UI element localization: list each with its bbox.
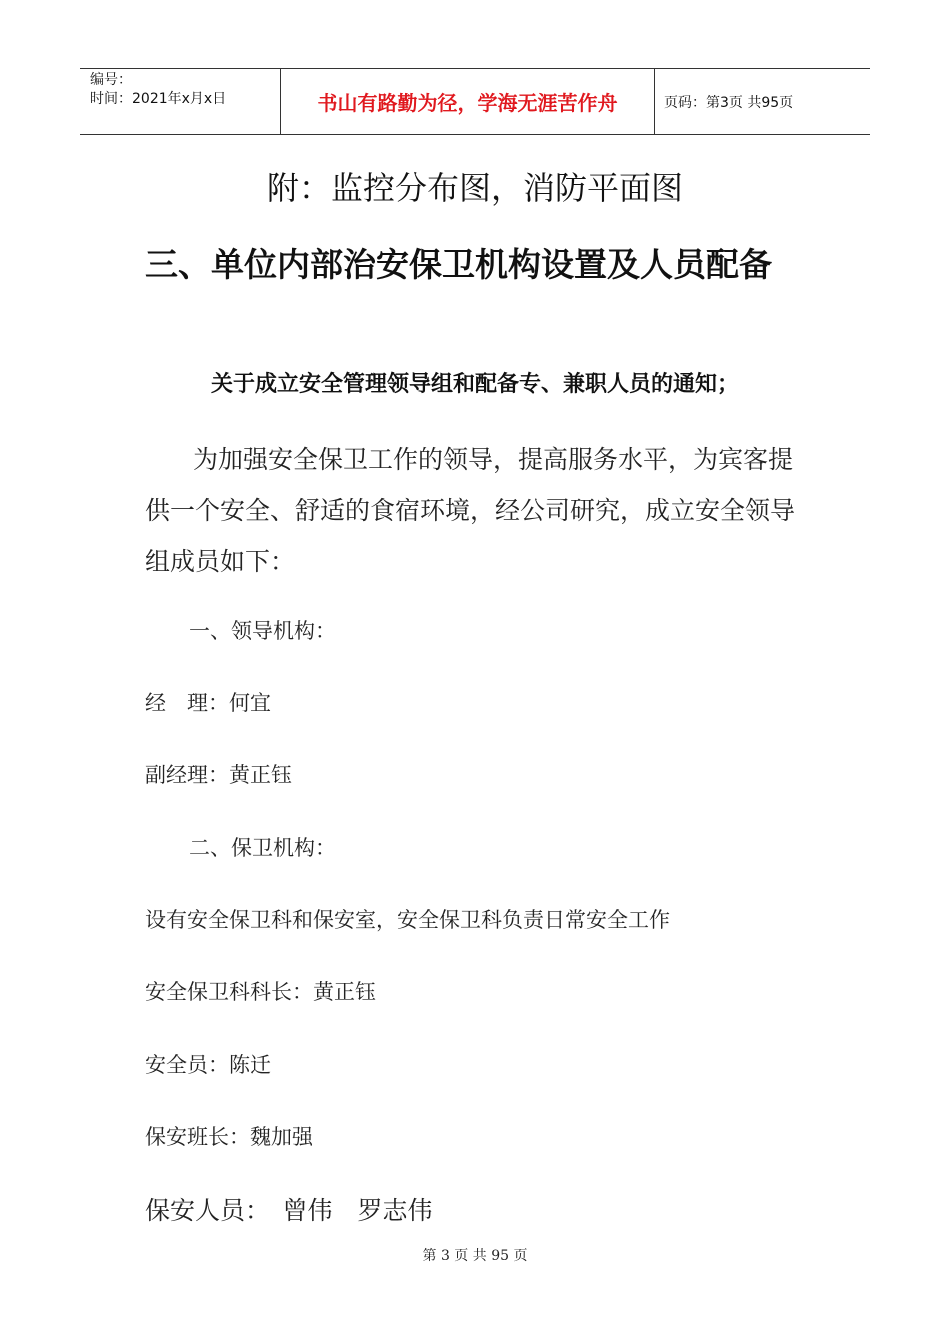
section-title: 三、单位内部治安保卫机构设置及人员配备 [145,245,772,284]
security-heading: 二、保卫机构： [189,836,336,860]
header-page-number: 页码：第3页 共95页 [664,94,794,111]
deputy-manager-line: 副经理：黄正钰 [145,763,292,787]
section-chief-line: 安全保卫科科长：黄正钰 [145,980,376,1004]
header-meta-cell [80,69,281,134]
attachment-title: 附：监控分布图，消防平面图 [266,169,683,207]
leadership-heading: 一、领导机构： [189,619,336,643]
safety-officer-line: 安全员：陈迁 [145,1053,271,1077]
notice-title: 关于成立安全管理领导组和配备专、兼职人员的通知； [210,372,739,397]
header-motto: 书山有路勤为径，学海无涯苦作舟 [281,69,655,134]
squad-leader-line: 保安班长：魏加强 [145,1125,313,1149]
page-footer: 第 3 页 共 95 页 [422,1248,528,1264]
guards-line: 保安人员： 曾伟 罗志伟 [145,1196,433,1225]
intro-paragraph: 为加强安全保卫工作的领导，提高服务水平，为宾客提供一个安全、舒适的食宿环境，经公司研究，成立安全领导组成员如下： [145,445,796,576]
security-description: 设有安全保卫科和保安室，安全保卫科负责日常安全工作 [145,908,670,932]
document-header [80,68,870,135]
document-number-label: 编号： [90,72,132,88]
manager-line: 经 理：何宜 [145,691,271,715]
document-date-label: 时间：2021年x月x日 [90,91,227,107]
